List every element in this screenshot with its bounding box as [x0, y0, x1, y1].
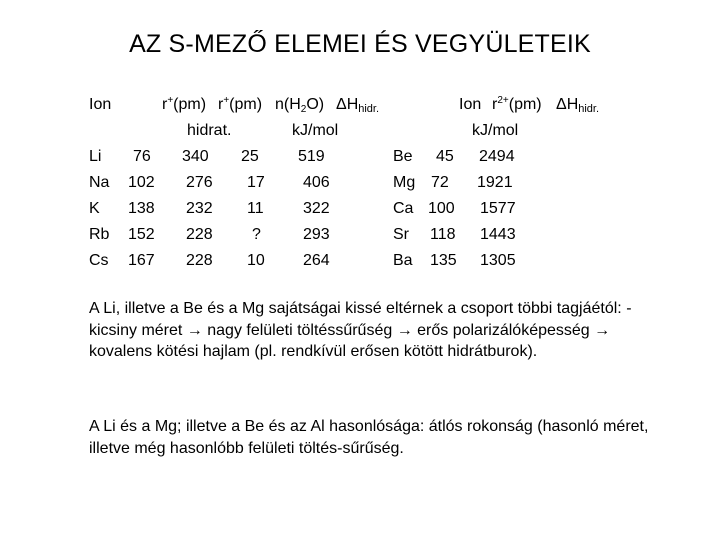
cell-hydrated-radius: 228 — [186, 252, 213, 269]
cell-ion: Ba — [393, 252, 413, 269]
cell-hydrated-radius: 276 — [186, 174, 213, 191]
cell-hydration-number: 17 — [247, 174, 265, 191]
paragraph-li-be-mg: A Li, illetve a Be és a Mg sajátságai kissé eltérnek a csoport többi tagjáétól: -kicsiny méret → nagy felületi töltéssűrűség → erős polarizálóképesség → kovalens kötési hajlam (pl. rendkívül erősen kötött hidrátburok). — [89, 300, 632, 360]
cell-radius: 167 — [128, 252, 155, 269]
header-ionic-radius: r+(pm) — [162, 95, 207, 113]
cell-ion: Li — [89, 148, 102, 165]
cell-ion: Ca — [393, 200, 414, 217]
cell-ion: Sr — [393, 226, 409, 243]
cell-radius: 76 — [133, 148, 151, 165]
cell-enthalpy: 322 — [303, 200, 330, 217]
paragraph-diagonal-relationship: A Li és a Mg; illetve a Be és az Al hasonlósága: átlós rokonság (hasonló méret, illetve még hasonlóbb felületi töltés-sűrűség. — [89, 418, 649, 457]
header-hydration-number: $n(H_2O)$ — [275, 96, 325, 115]
cell-enthalpy: 1577 — [480, 200, 516, 217]
cell-ion: Na — [89, 174, 110, 191]
cell-hydration-number: ? — [252, 226, 261, 243]
cell-hydrated-radius: 340 — [182, 148, 209, 165]
cell-ion: Mg — [393, 174, 416, 191]
page-title: AZ S-MEZŐ ELEMEI ÉS VEGYÜLETEIK — [129, 30, 591, 58]
cell-ion: Cs — [89, 252, 109, 269]
header-hydration-enthalpy: $\Delta H_{hidr.}$ — [556, 96, 600, 115]
cell-enthalpy: 519 — [298, 148, 325, 165]
cell-enthalpy: 406 — [303, 174, 330, 191]
cell-hydrated-radius: 232 — [186, 200, 213, 217]
header-hydration-enthalpy: $\Delta H_{hidr.}$ — [336, 96, 380, 115]
header-ion: Ion — [89, 96, 112, 113]
cell-hydrated-radius: 228 — [186, 226, 213, 243]
cell-radius: 72 — [431, 174, 449, 191]
cell-radius: 138 — [128, 200, 155, 217]
cell-enthalpy: 1443 — [480, 226, 516, 243]
cell-radius: 118 — [430, 226, 456, 243]
cell-enthalpy: 1921 — [477, 174, 513, 191]
cell-radius: 102 — [128, 174, 155, 191]
cell-radius: 152 — [128, 226, 155, 243]
subheader-hidrat: hidrat. — [187, 122, 232, 139]
cell-hydration-number: 10 — [247, 252, 265, 269]
cell-enthalpy: 293 — [303, 226, 330, 243]
cell-radius: 45 — [436, 148, 454, 165]
cell-ion: Rb — [89, 226, 110, 243]
cell-radius: 135 — [430, 252, 457, 269]
subheader-unit: kJ/mol — [292, 122, 339, 139]
header-hydrated-radius: r+(pm) — [218, 95, 263, 113]
cell-hydration-number: 11 — [247, 200, 264, 217]
header-ion: Ion — [459, 96, 482, 113]
header-ionic-radius: $r^{2+}(pm)$ — [492, 95, 542, 113]
cell-ion: Be — [393, 148, 413, 165]
cell-enthalpy: 2494 — [479, 148, 515, 165]
cell-hydration-number: 25 — [241, 148, 259, 165]
cell-ion: K — [89, 200, 100, 217]
cell-enthalpy: 1305 — [480, 252, 516, 269]
subheader-unit: kJ/mol — [472, 122, 519, 139]
cell-radius: 100 — [428, 200, 455, 217]
cell-enthalpy: 264 — [303, 252, 330, 269]
